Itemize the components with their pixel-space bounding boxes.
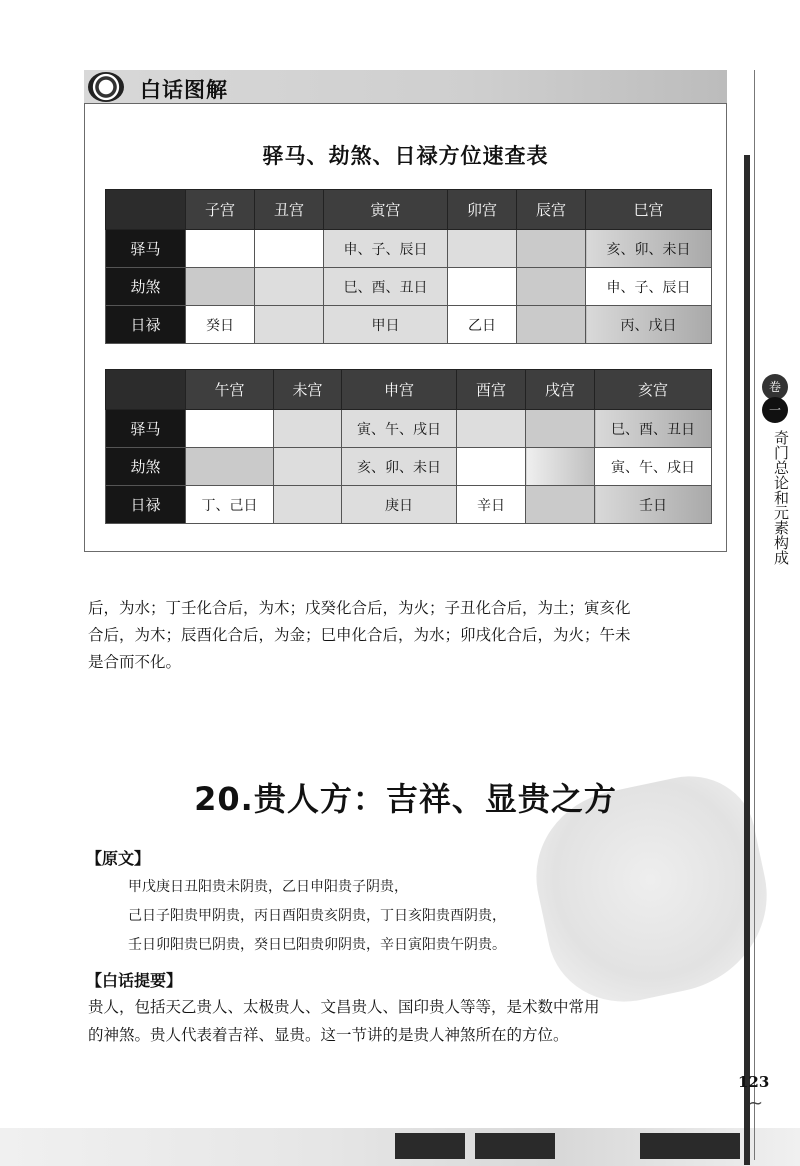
table-cell xyxy=(186,448,274,486)
body-paragraph xyxy=(88,595,724,676)
summary-text xyxy=(88,993,728,1049)
table-cell xyxy=(517,268,586,306)
scan-artifact xyxy=(475,1133,555,1159)
table-cell: 壬日 xyxy=(595,486,712,524)
page-number: 123 xyxy=(738,1073,770,1091)
column-header: 亥宫 xyxy=(595,370,712,410)
paragraph-line: 合后，为木；辰酉化合后，为金；巳申化合后，为水；卯戌化合后，为火；午未 xyxy=(88,626,631,644)
column-header: 寅宫 xyxy=(324,190,448,230)
table-cell xyxy=(526,486,595,524)
table-cell: 亥、卯、未日 xyxy=(586,230,712,268)
column-header: 辰宫 xyxy=(517,190,586,230)
column-header: 酉宫 xyxy=(457,370,526,410)
table-cell: 丁、己日 xyxy=(186,486,274,524)
table-cell xyxy=(186,268,255,306)
column-header: 巳宫 xyxy=(586,190,712,230)
paragraph-line: 是合而不化。 xyxy=(88,653,182,671)
table-row xyxy=(106,306,712,344)
original-heading: 【原文】 xyxy=(86,849,151,868)
table-cell xyxy=(457,448,526,486)
row-label: 日禄 xyxy=(106,486,186,524)
row-label: 驿马 xyxy=(106,410,186,448)
table-cell: 庚日 xyxy=(342,486,457,524)
table-cell xyxy=(517,230,586,268)
column-header: 未宫 xyxy=(274,370,342,410)
table-row xyxy=(106,268,712,306)
column-header: 戌宫 xyxy=(526,370,595,410)
table-row xyxy=(106,486,712,524)
table-cell: 巳、酉、丑日 xyxy=(595,410,712,448)
callout-header-title: 白话图解 xyxy=(140,78,228,102)
table-cell xyxy=(526,410,595,448)
margin-thin-rule xyxy=(754,70,755,1160)
swirl-logo-icon xyxy=(88,72,124,102)
section-title: 20.贵人方：吉祥、显贵之方 xyxy=(194,780,617,818)
table-cell: 寅、午、戌日 xyxy=(595,448,712,486)
table-cell xyxy=(517,306,586,344)
table-row xyxy=(106,410,712,448)
summary-line: 贵人，包括天乙贵人、太极贵人、文昌贵人、国印贵人等等，是术数中常用 xyxy=(88,998,600,1016)
table-cell xyxy=(186,410,274,448)
lookup-table-2 xyxy=(105,369,712,524)
table-cell: 丙、戊日 xyxy=(586,306,712,344)
row-label: 劫煞 xyxy=(106,268,186,306)
table-cell xyxy=(274,410,342,448)
table-cell: 乙日 xyxy=(448,306,517,344)
table-cell: 亥、卯、未日 xyxy=(342,448,457,486)
original-line: 甲戊庚日丑阳贵未阴贵，乙日申阳贵子阴贵， xyxy=(128,879,408,895)
chapter-tab: 奇门总论和元素构成 xyxy=(772,430,790,565)
scan-artifact xyxy=(640,1133,740,1159)
scan-artifact xyxy=(395,1133,465,1159)
table-cell: 巳、酉、丑日 xyxy=(324,268,448,306)
table-corner-cell xyxy=(106,190,186,230)
paragraph-line: 后，为水；丁壬化合后，为木；戊癸化合后，为火；子丑化合后，为土；寅亥化 xyxy=(88,599,631,617)
original-line: 己日子阳贵甲阴贵，丙日酉阳贵亥阴贵，丁日亥阳贵酉阴贵， xyxy=(128,908,506,924)
lookup-table-1 xyxy=(105,189,712,344)
table-cell xyxy=(274,486,342,524)
table-header-row xyxy=(106,370,712,410)
original-text xyxy=(128,873,506,960)
volume-badge: 一 xyxy=(762,397,788,423)
summary-heading: 【白话提要】 xyxy=(86,971,183,990)
row-label: 劫煞 xyxy=(106,448,186,486)
table-cell: 甲日 xyxy=(324,306,448,344)
table-row xyxy=(106,230,712,268)
table-cell xyxy=(186,230,255,268)
column-header: 卯宫 xyxy=(448,190,517,230)
table-cell xyxy=(255,306,324,344)
table-title: 驿马、劫煞、日禄方位速查表 xyxy=(262,144,549,168)
row-label: 驿马 xyxy=(106,230,186,268)
table-cell: 辛日 xyxy=(457,486,526,524)
volume-badge: 卷 xyxy=(762,374,788,400)
table-row xyxy=(106,448,712,486)
table-cell xyxy=(448,268,517,306)
page-ornament-icon: ~ xyxy=(748,1093,764,1114)
original-line: 壬日卯阳贵巳阴贵，癸日巳阳贵卯阴贵，辛日寅阳贵午阴贵。 xyxy=(128,937,506,953)
table-corner-cell xyxy=(106,370,186,410)
column-header: 申宫 xyxy=(342,370,457,410)
table-cell xyxy=(255,268,324,306)
column-header: 午宫 xyxy=(186,370,274,410)
table-cell xyxy=(526,448,595,486)
table-cell xyxy=(274,448,342,486)
table-cell xyxy=(255,230,324,268)
column-header: 丑宫 xyxy=(255,190,324,230)
table-cell xyxy=(457,410,526,448)
table-cell: 寅、午、戌日 xyxy=(342,410,457,448)
table-cell xyxy=(448,230,517,268)
row-label: 日禄 xyxy=(106,306,186,344)
table-cell: 癸日 xyxy=(186,306,255,344)
margin-rule xyxy=(744,155,750,1165)
table-cell: 申、子、辰日 xyxy=(324,230,448,268)
column-header: 子宫 xyxy=(186,190,255,230)
summary-line: 的神煞。贵人代表着吉祥、显贵。这一节讲的是贵人神煞所在的方位。 xyxy=(88,1026,569,1044)
table-header-row xyxy=(106,190,712,230)
table-cell: 申、子、辰日 xyxy=(586,268,712,306)
